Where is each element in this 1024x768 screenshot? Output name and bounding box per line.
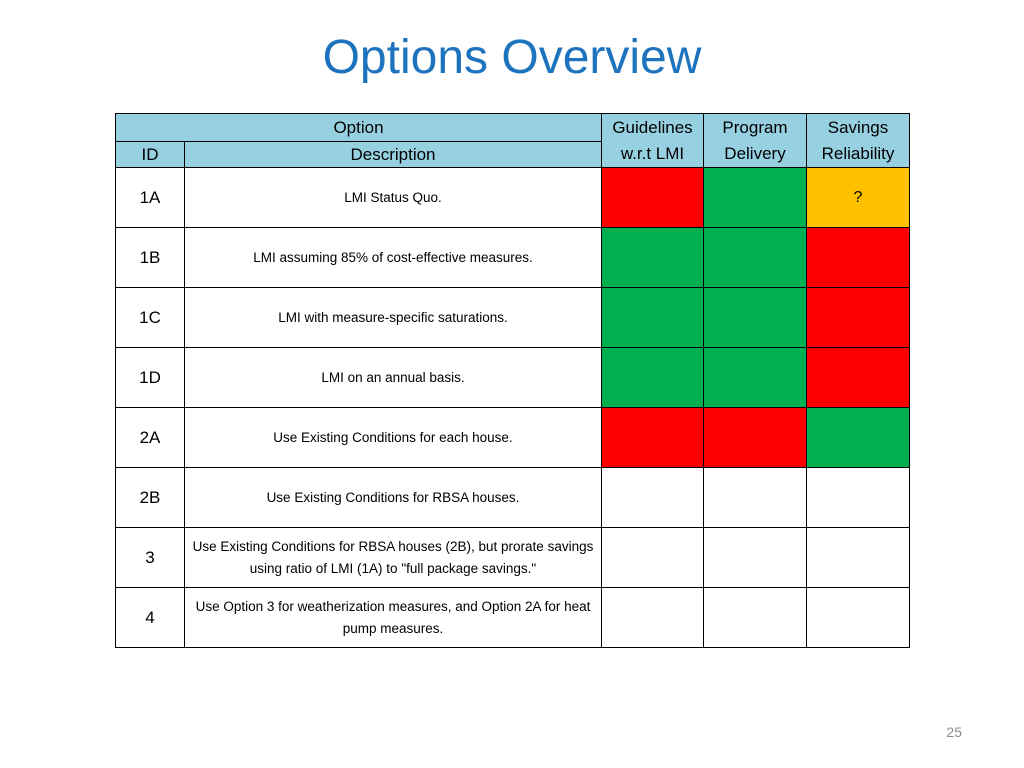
guidelines-status-cell	[602, 288, 704, 348]
program-delivery-header	[704, 114, 807, 168]
guidelines-status-cell	[602, 588, 704, 648]
guidelines-status-cell	[602, 408, 704, 468]
option-id-cell: 2B	[116, 468, 185, 528]
program-delivery-status-cell	[704, 288, 807, 348]
id-header: ID	[116, 142, 185, 168]
option-description-cell: Use Existing Conditions for RBSA houses.	[185, 468, 602, 528]
option-description-cell: LMI with measure-specific saturations.	[185, 288, 602, 348]
program-delivery-header-line2: Delivery	[724, 143, 786, 163]
table-row	[116, 528, 910, 588]
option-description-cell: LMI Status Quo.	[185, 168, 602, 228]
program-delivery-status-cell	[704, 588, 807, 648]
savings-reliability-status-cell	[807, 348, 910, 408]
table-row	[116, 588, 910, 648]
option-header: Option	[116, 114, 602, 142]
option-description-cell: Use Option 3 for weatherization measures, and Option 2A for heat pump measures.	[185, 588, 602, 648]
page-number: 25	[946, 724, 962, 740]
option-id-cell: 2A	[116, 408, 185, 468]
savings-reliability-status-cell	[807, 588, 910, 648]
guidelines-status-cell	[602, 468, 704, 528]
option-id-cell: 1A	[116, 168, 185, 228]
table-row	[116, 228, 910, 288]
savings-reliability-status-cell	[807, 528, 910, 588]
table-row	[116, 468, 910, 528]
program-delivery-status-cell	[704, 528, 807, 588]
savings-reliability-status-cell	[807, 228, 910, 288]
savings-reliability-header	[807, 114, 910, 168]
table-row	[116, 408, 910, 468]
guidelines-header-line2: w.r.t LMI	[620, 143, 685, 163]
savings-reliability-status-cell	[807, 288, 910, 348]
option-id-cell: 3	[116, 528, 185, 588]
program-delivery-header-line1: Program	[722, 117, 788, 137]
program-delivery-status-cell	[704, 408, 807, 468]
option-description-cell: Use Existing Conditions for RBSA houses (2B), but prorate savings using ratio of LMI (1A) to "full package savings."	[185, 528, 602, 588]
guidelines-status-cell	[602, 168, 704, 228]
guidelines-status-cell	[602, 528, 704, 588]
savings-reliability-status-cell	[807, 468, 910, 528]
guidelines-status-cell	[602, 348, 704, 408]
savings-reliability-status-cell: ?	[807, 168, 910, 228]
program-delivery-status-cell	[704, 348, 807, 408]
guidelines-header-line1: Guidelines	[612, 117, 693, 137]
program-delivery-status-cell	[704, 168, 807, 228]
savings-reliability-header-line1: Savings	[827, 117, 889, 137]
table-row	[116, 168, 910, 228]
guidelines-header	[602, 114, 704, 168]
table-row	[116, 288, 910, 348]
option-description-cell: LMI assuming 85% of cost-effective measures.	[185, 228, 602, 288]
option-id-cell: 1D	[116, 348, 185, 408]
savings-reliability-header-line2: Reliability	[821, 143, 895, 163]
savings-reliability-status-cell	[807, 408, 910, 468]
guidelines-status-cell	[602, 228, 704, 288]
option-id-cell: 4	[116, 588, 185, 648]
table-row	[116, 348, 910, 408]
program-delivery-status-cell	[704, 228, 807, 288]
option-id-cell: 1B	[116, 228, 185, 288]
description-header: Description	[185, 142, 602, 168]
slide-title: Options Overview	[322, 31, 702, 84]
option-id-cell: 1C	[116, 288, 185, 348]
program-delivery-status-cell	[704, 468, 807, 528]
options-table	[115, 113, 910, 648]
option-description-cell: LMI on an annual basis.	[185, 348, 602, 408]
option-description-cell: Use Existing Conditions for each house.	[185, 408, 602, 468]
